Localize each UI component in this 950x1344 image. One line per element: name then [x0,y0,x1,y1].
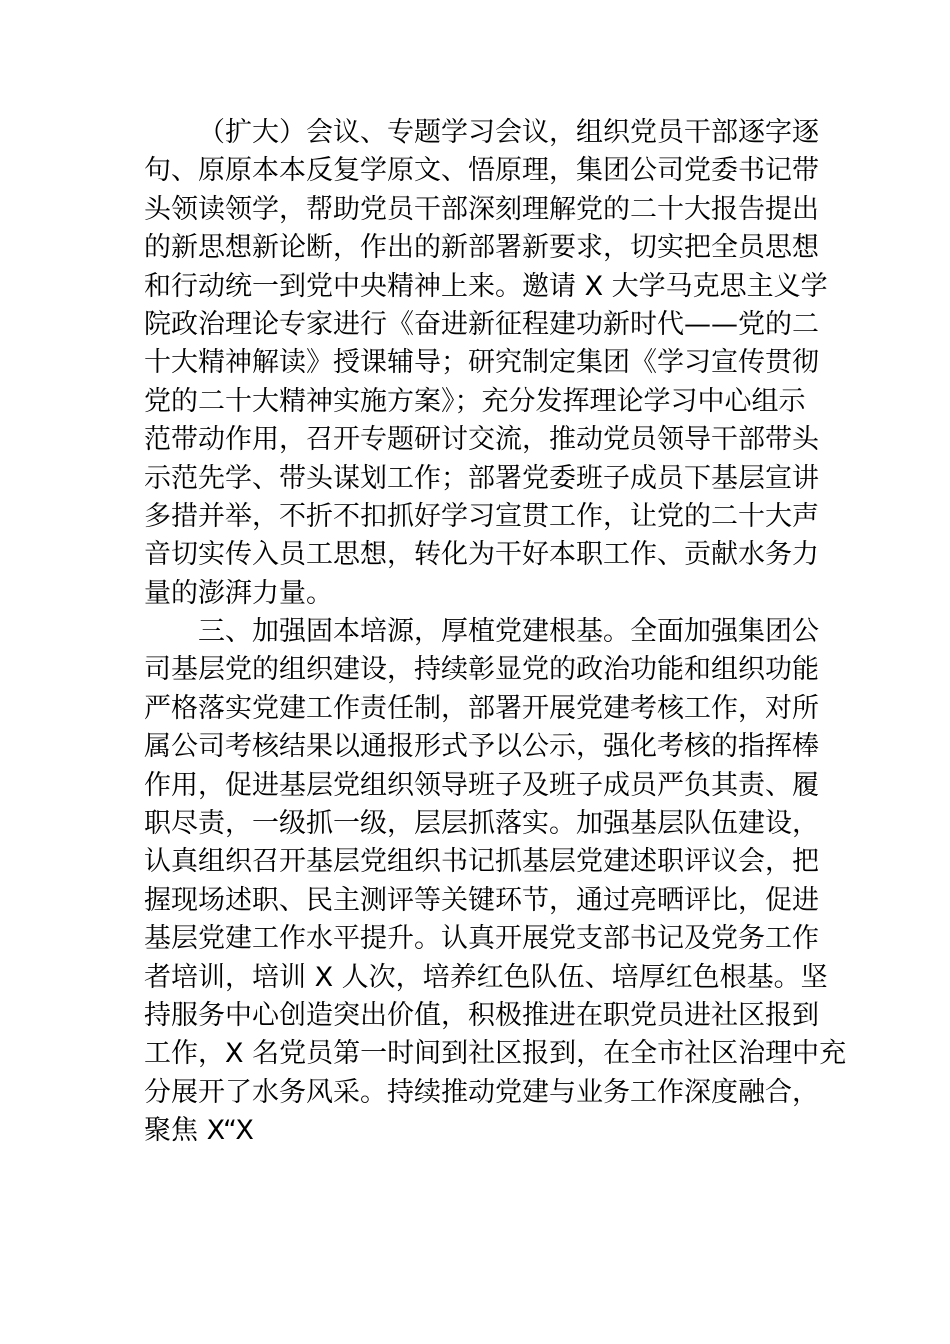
paragraph-line: 范带动作用，召开专题研讨交流，推动党员领导干部带头 [144,424,819,456]
paragraph-line: 分展开了水务风采。持续推动党建与业务工作深度融合， [144,1076,819,1108]
paragraph-line: 句、原原本本反复学原文、悟原理，集团公司党委书记带 [144,155,819,187]
paragraph-line: 党的二十大精神实施方案》；充分发挥理论学习中心组示 [144,385,806,417]
paragraph-line: 头领读领学，帮助党员干部深刻理解党的二十大报告提出 [144,193,819,225]
paragraph-line: （扩大）会议、专题学习会议，组织党员干部逐字逐 [198,117,819,148]
paragraph-line: 作用，促进基层党组织领导班子及班子成员严负其责、履 [144,769,819,801]
paragraph-line: 者培训，培训 X 人次，培养红色队伍、培厚红色根基。坚 [144,961,828,993]
paragraph-line: 和行动统一到党中央精神上来。邀请 X 大学马克思主义学 [144,270,828,302]
paragraph-line: 属公司考核结果以通报形式予以公示，强化考核的指挥棒 [144,731,819,763]
paragraph-line: 严格落实党建工作责任制，部署开展党建考核工作，对所 [144,692,819,724]
document-body [144,114,847,1151]
paragraph-line: 职尽责，一级抓一级，层层抓落实。加强基层队伍建设， [144,808,819,840]
paragraph-line: 握现场述职、民主测评等关键环节，通过亮晒评比，促进 [144,884,819,916]
section-heading-line: 三、加强固本培源，厚植党建根基。全面加强集团公 [198,616,819,648]
paragraph-line: 示范先学、带头谋划工作；部署党委班子成员下基层宣讲 [144,462,819,494]
paragraph-line: 持服务中心创造突出价值，积极推进在职党员进社区报到 [144,999,819,1031]
paragraph-line: 十大精神解读》授课辅导；研究制定集团《学习宣传贯彻 [144,347,819,379]
paragraph-line: 聚焦 X“X [144,1115,254,1147]
paragraph-line: 认真组织召开基层党组织书记抓基层党建述职评议会，把 [144,846,819,878]
paragraph-line: 音切实传入员工思想，转化为干好本职工作、贡献水务力 [144,539,819,571]
paragraph-line: 基层党建工作水平提升。认真开展党支部书记及党务工作 [144,923,819,955]
paragraph-line: 多措并举，不折不扣抓好学习宣贯工作，让党的二十大声 [144,500,819,532]
paragraph-line: 量的澎湃力量。 [144,577,333,609]
paragraph-line: 司基层党的组织建设，持续彰显党的政治功能和组织功能 [144,654,819,686]
paragraph-line: 的新思想新论断，作出的新部署新要求，切实把全员思想 [144,232,819,264]
paragraph-line: 工作，X 名党员第一时间到社区报到，在全市社区治理中充 [144,1038,847,1070]
paragraph-line: 院政治理论专家进行《奋进新征程建功新时代——党的二 [144,308,819,340]
